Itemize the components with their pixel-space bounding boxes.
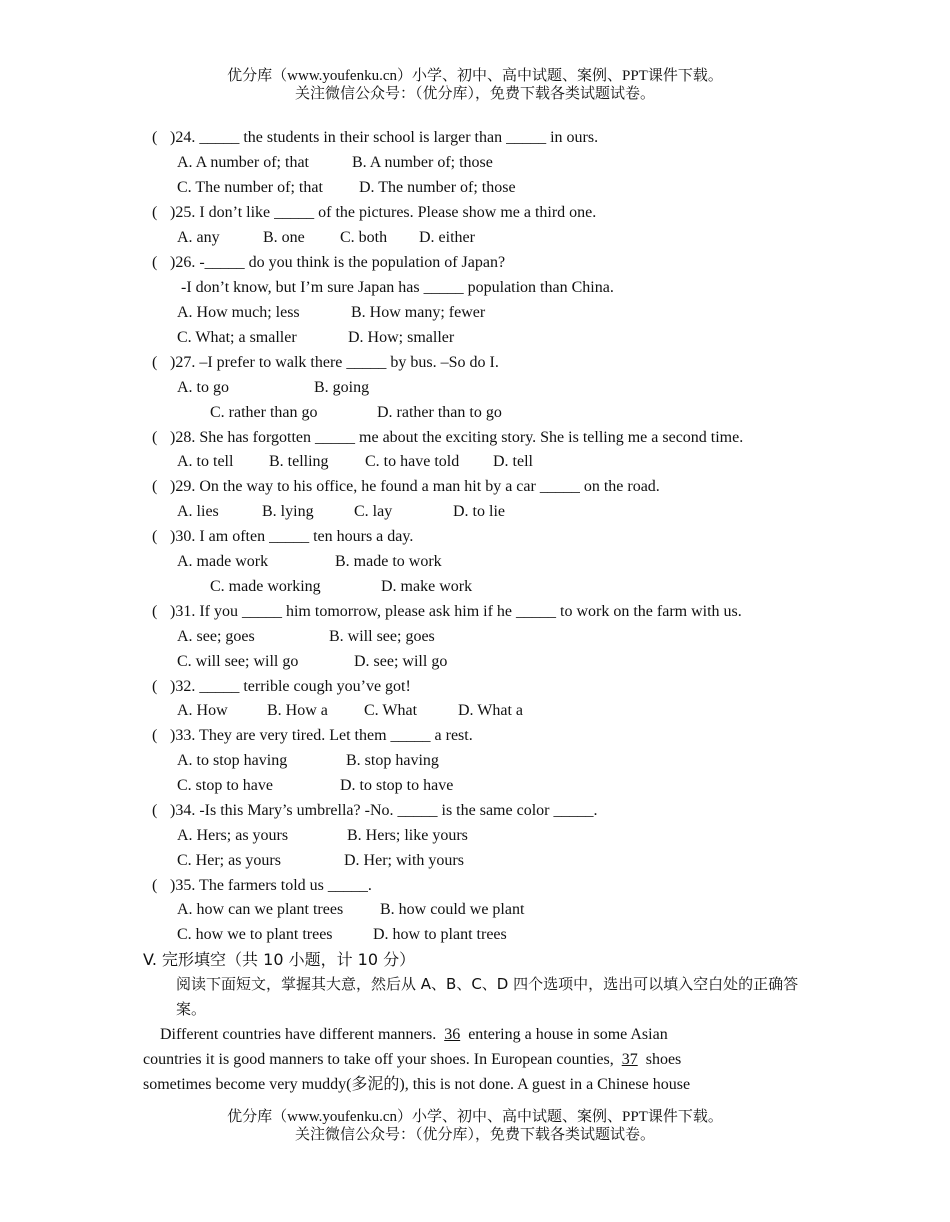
question-stem: )35. The farmers told us _____. — [170, 877, 372, 894]
option-a: A. see; goes — [177, 628, 255, 645]
footer-line-2: 关注微信公众号：（优分库），免费下载各类试题试卷。 — [294, 1127, 655, 1143]
option-c: C. The number of; that — [177, 179, 323, 196]
option-b: B. How many; fewer — [351, 304, 486, 321]
option-a: A. any — [177, 229, 220, 246]
blank-37: 37 — [621, 1051, 638, 1068]
option-b: B. one — [263, 229, 305, 246]
question-34: ( )34. -Is this Mary’s umbrella? -No. _____ is the same color _____. — [152, 802, 598, 819]
question-stem: )27. –I prefer to walk there _____ by bus. –So do I. — [170, 354, 499, 371]
option-d: D. Her; with yours — [344, 852, 464, 869]
passage-line-2: countries it is good manners to take off your shoes. In European counties, 37 shoes — [143, 1051, 682, 1068]
section-instructions: 阅读下面短文，掌握其大意，然后从 A、B、C、D 四个选项中，选出可以填入空白处的正确答案。 — [176, 975, 799, 1018]
option-d: D. to lie — [453, 503, 505, 520]
question-25: ( )25. I don’t like _____ of the pictures. Please show me a third one. — [152, 204, 597, 221]
option-a: A. to go — [177, 379, 229, 396]
option-d: D. rather than to go — [377, 404, 502, 421]
option-d: D. to stop to have — [340, 777, 454, 794]
question-stem: )24. _____ the students in their school is larger than _____ in ours. — [170, 129, 599, 146]
passage-line-3: sometimes become very muddy(多泥的), this is not done. A guest in a Chinese house — [143, 1076, 691, 1093]
question-stem: )34. -Is this Mary’s umbrella? -No. _____ is the same color _____. — [170, 802, 598, 819]
option-c: C. Her; as yours — [177, 852, 281, 869]
option-b: B. will see; goes — [329, 628, 435, 645]
question-26: ( )26. -_____ do you think is the population of Japan? — [152, 254, 506, 271]
option-b: B. made to work — [335, 553, 442, 570]
option-a: A. How much; less — [177, 304, 300, 321]
question-stem: )33. They are very tired. Let them _____ a rest. — [170, 727, 473, 744]
option-b: B. Hers; like yours — [347, 827, 468, 844]
option-b: B. telling — [269, 453, 329, 470]
option-d: D. The number of; those — [359, 179, 516, 196]
blank-36: 36 — [444, 1026, 461, 1043]
option-c: C. will see; will go — [177, 653, 299, 670]
option-a: A. how can we plant trees — [177, 901, 344, 918]
question-35: ( )35. The farmers told us _____. — [152, 877, 372, 894]
option-b: B. A number of; those — [352, 154, 493, 171]
option-d: D. What a — [458, 702, 524, 719]
question-stem: )32. _____ terrible cough you’ve got! — [170, 678, 411, 695]
question-28: ( )28. She has forgotten _____ me about the exciting story. She is telling me a second time. — [152, 429, 744, 446]
option-a: A. to tell — [177, 453, 234, 470]
page-header — [0, 67, 950, 103]
option-b: B. lying — [262, 503, 314, 520]
option-c: C. made working — [210, 578, 321, 595]
option-b: B. stop having — [346, 752, 439, 769]
question-24: ( )24. _____ the students in their school is larger than _____ in ours. — [152, 129, 599, 146]
option-d: D. how to plant trees — [373, 926, 507, 943]
option-d: D. see; will go — [354, 653, 448, 670]
option-b: B. how could we plant — [380, 901, 525, 918]
option-c: C. to have told — [365, 453, 460, 470]
section-title: V. 完形填空（共 10 小题，计 10 分） — [143, 950, 416, 969]
question-33: ( )33. They are very tired. Let them _____ a rest. — [152, 727, 473, 744]
option-c: C. how we to plant trees — [177, 926, 333, 943]
page-footer — [0, 1108, 950, 1144]
question-stem: )31. If you _____ him tomorrow, please ask him if he _____ to work on the farm with us. — [170, 603, 742, 620]
header-line-2: 关注微信公众号：（优分库），免费下载各类试题试卷。 — [294, 86, 655, 102]
question-stem: )28. She has forgotten _____ me about the exciting story. She is telling me a second time. — [170, 429, 744, 446]
option-c: C. both — [340, 229, 388, 246]
option-c: C. stop to have — [177, 777, 273, 794]
option-d: D. How; smaller — [348, 329, 455, 346]
option-a: A. Hers; as yours — [177, 827, 289, 844]
option-b: B. How a — [267, 702, 328, 719]
question-27: ( )27. –I prefer to walk there _____ by bus. –So do I. — [152, 354, 499, 371]
option-c: C. What — [364, 702, 418, 719]
question-31: ( )31. If you _____ him tomorrow, please ask him if he _____ to work on the farm with us. — [152, 603, 742, 620]
question-stem: )25. I don’t like _____ of the pictures. Please show me a third one. — [170, 204, 597, 221]
option-a: A. made work — [177, 553, 269, 570]
option-a: A. lies — [177, 503, 219, 520]
question-30: ( )30. I am often _____ ten hours a day. — [152, 528, 414, 545]
option-d: D. tell — [493, 453, 533, 470]
question-stem: )29. On the way to his office, he found a man hit by a car _____ on the road. — [170, 478, 660, 495]
footer-line-1: 优分库（www.youfenku.cn）小学、初中、高中试题、案例、PPT课件下载。 — [227, 1109, 723, 1125]
question-32: ( )32. _____ terrible cough you’ve got! — [152, 678, 411, 695]
option-a: A. to stop having — [177, 752, 288, 769]
question-29: ( )29. On the way to his office, he found a man hit by a car _____ on the road. — [152, 478, 660, 495]
option-d: D. make work — [381, 578, 473, 595]
question-stem: )30. I am often _____ ten hours a day. — [170, 528, 414, 545]
passage-line-1: Different countries have different manners. 36 entering a house in some Asian — [160, 1026, 668, 1043]
option-c: C. rather than go — [210, 404, 318, 421]
header-line-1: 优分库（www.youfenku.cn）小学、初中、高中试题、案例、PPT课件下载。 — [227, 68, 723, 84]
question-stem: )26. -_____ do you think is the population of Japan? — [170, 254, 506, 271]
option-a: A. A number of; that — [177, 154, 309, 171]
option-c: C. lay — [354, 503, 393, 520]
option-c: C. What; a smaller — [177, 329, 297, 346]
question-stem-response: -I don’t know, but I’m sure Japan has _____ population than China. — [181, 279, 614, 296]
option-a: A. How — [177, 702, 228, 719]
option-b: B. going — [314, 379, 370, 396]
option-d: D. either — [419, 229, 475, 246]
